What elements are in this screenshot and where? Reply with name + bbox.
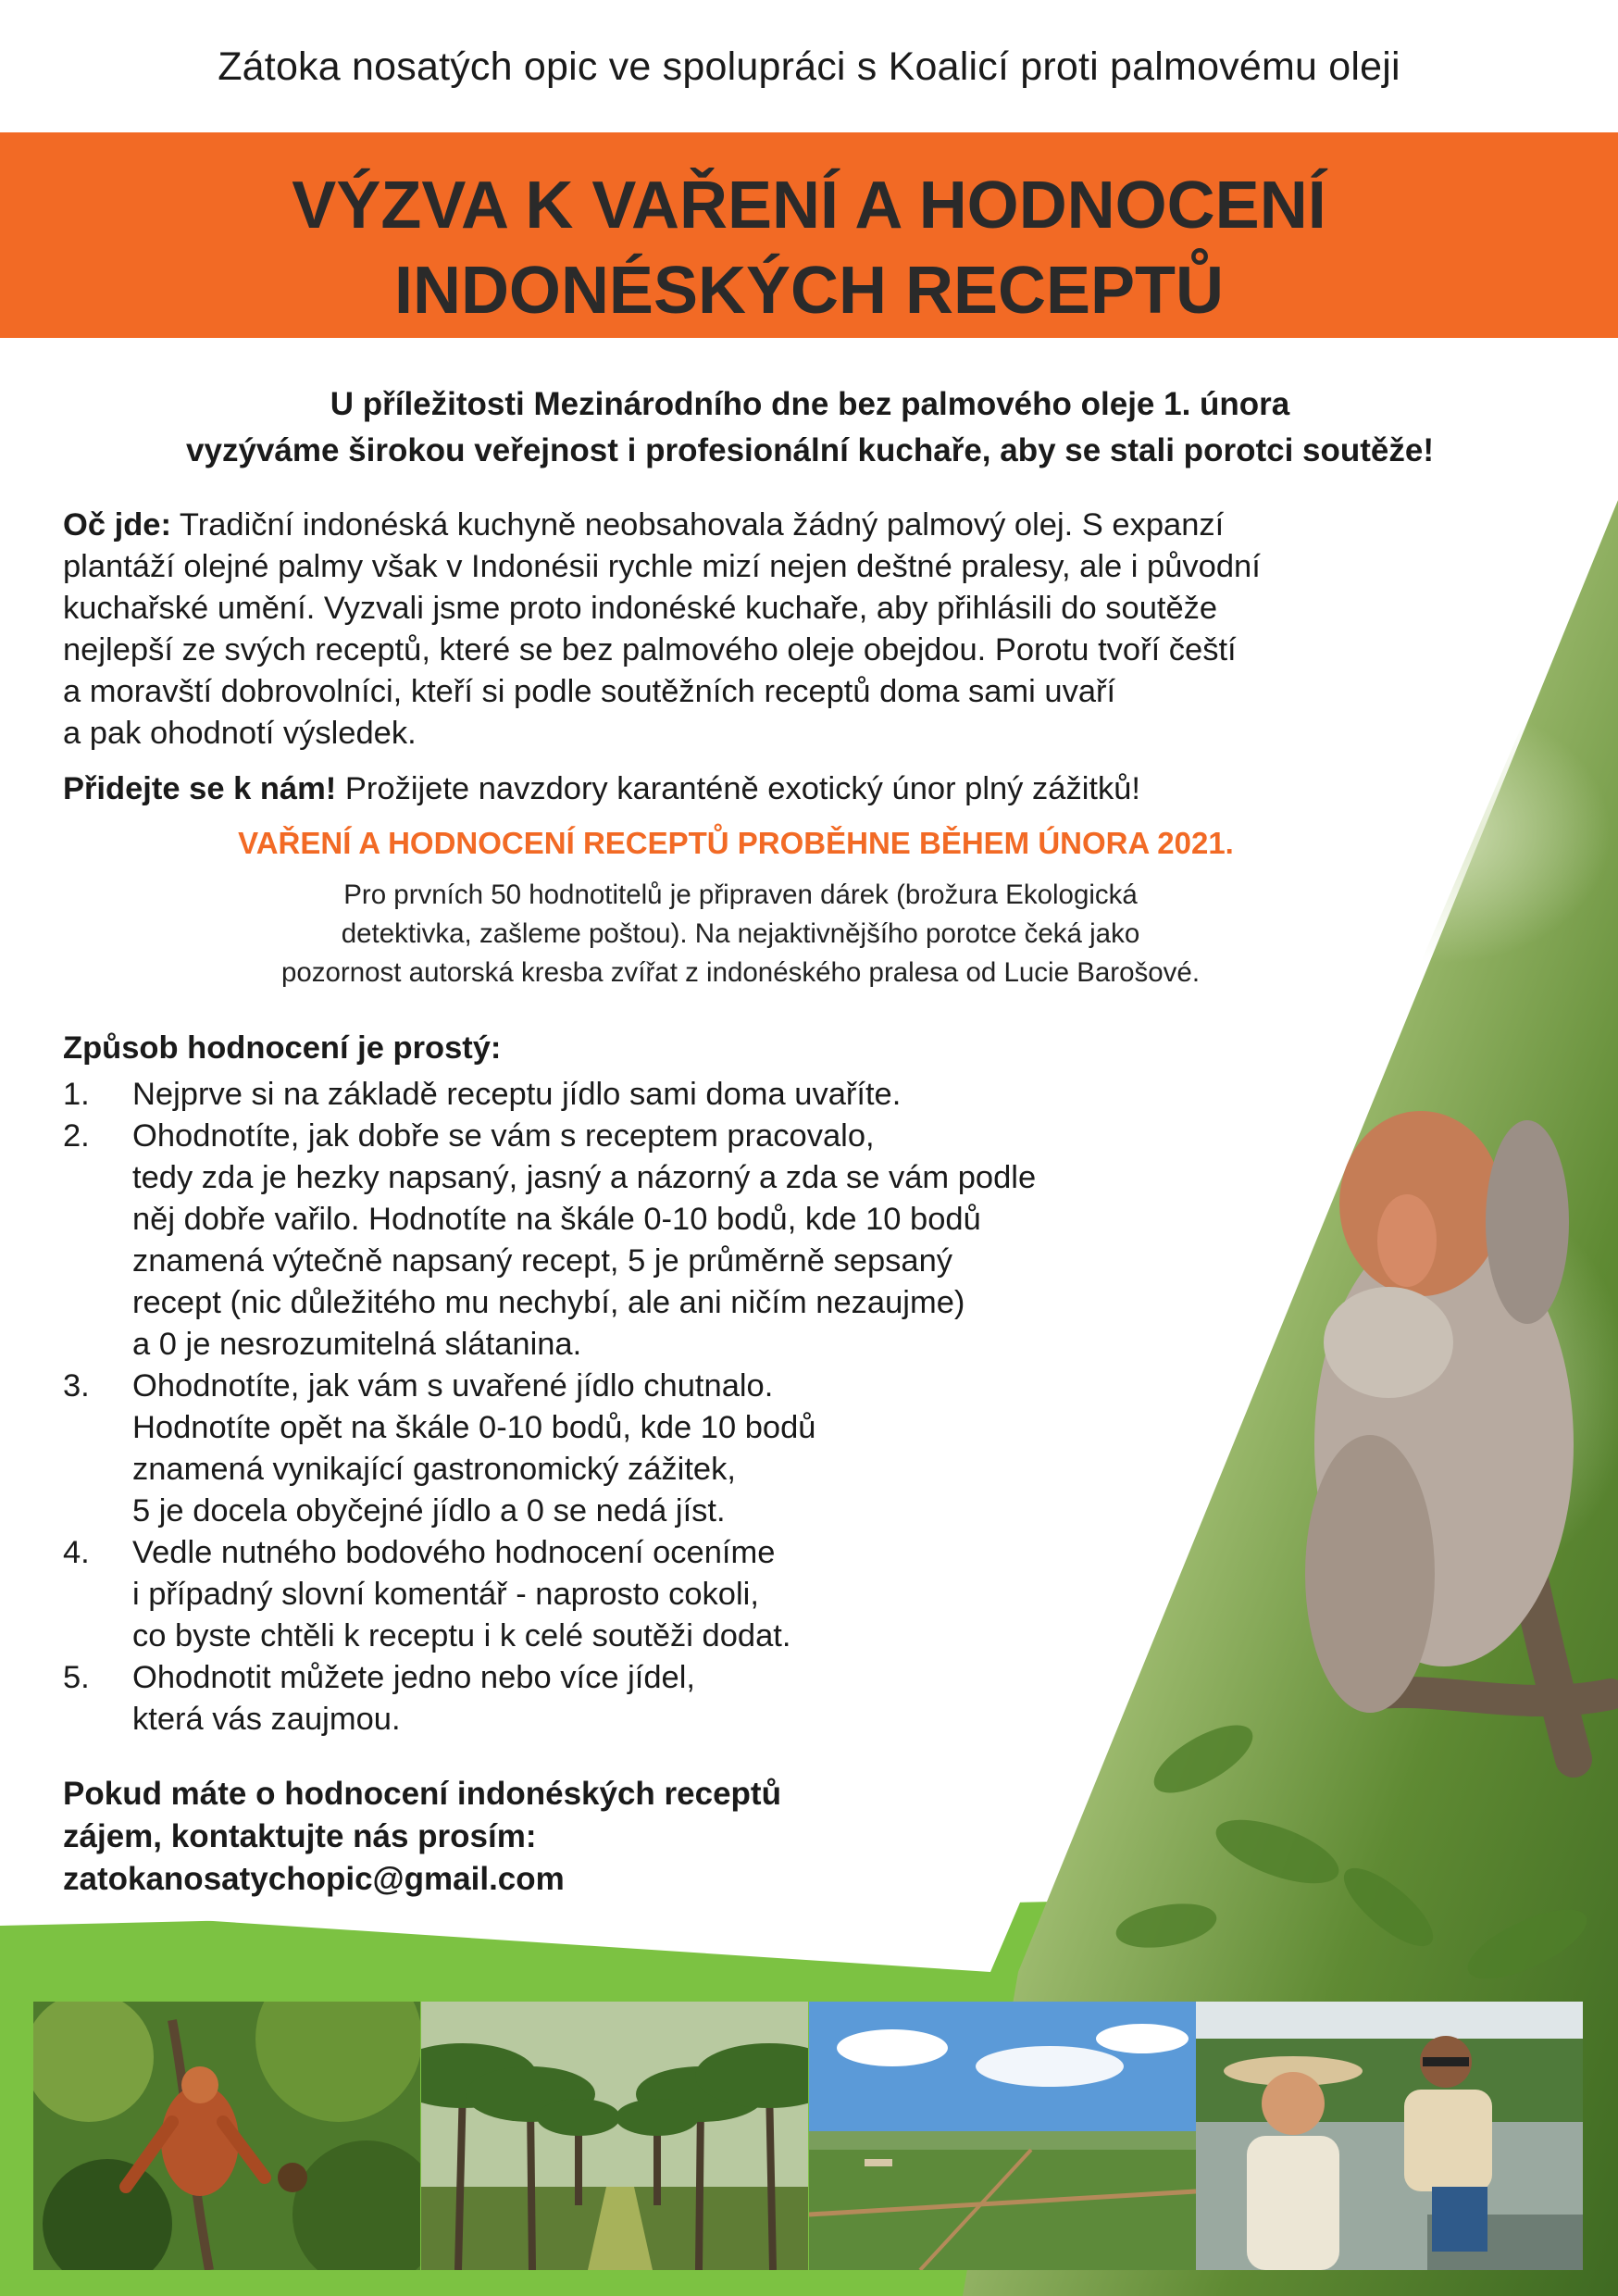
rules-heading: Způsob hodnocení je prostý: [63, 1030, 502, 1066]
title-line-2: INDONÉSKÝCH RECEPTŮ [393, 254, 1225, 328]
about-line-5: a moravští dobrovolníci, kteří si podle soutěžních receptů doma sami uvaří [63, 674, 1116, 709]
rule-line: Ohodnotíte, jak vám s uvařené jídlo chutnalo. [132, 1368, 774, 1404]
rule-number: 3. [63, 1368, 90, 1404]
rule-line: Nejprve si na základě receptu jídlo sami doma uvaříte. [132, 1077, 902, 1112]
rule-item-3 [63, 1366, 1266, 1532]
about-line-6: a pak ohodnotí výsledek. [63, 716, 417, 751]
lead-line-1: U příležitosti Mezinárodního dne bez palmového oleje 1. února [330, 386, 1290, 422]
rule-line: tedy zda je hezky napsaný, jasný a názorný a zda se vám podle [132, 1160, 1037, 1195]
contact-line-1: Pokud máte o hodnocení indonéských receptů [63, 1776, 781, 1812]
orangutan-photo [33, 2002, 420, 2270]
rule-item-1 [63, 1074, 1266, 1116]
join-label: Přidejte se k nám! [63, 771, 337, 806]
about-paragraph [63, 505, 1535, 755]
rule-line: i případný slovní komentář - naprosto cokoli, [132, 1577, 759, 1612]
gift-line-2: detektivka, zašleme poštou). Na nejaktivnějšího porotce čeká jako [341, 918, 1140, 949]
rule-number: 1. [63, 1077, 90, 1112]
rule-item-2 [63, 1116, 1266, 1366]
about-line-1 [63, 505, 1535, 546]
rule-number: 5. [63, 1660, 90, 1695]
about-line-1-text: Tradiční indonéská kuchyně neobsahovala žádný palmový olej. S expanzí [170, 507, 1225, 543]
rule-item-4 [63, 1532, 1266, 1657]
gift-line-3: pozornost autorská kresba zvířat z indonéského pralesa od Lucie Barošové. [280, 957, 1201, 988]
rule-number: 2. [63, 1118, 90, 1154]
contact-block [63, 1773, 989, 1901]
lead-line-2: vyzýváme širokou veřejnost i profesionální kuchaře, aby se stali porotci soutěže! [186, 432, 1434, 468]
rule-line: znamená vynikající gastronomický zážitek, [132, 1452, 736, 1487]
boat-people-photo [1196, 2002, 1583, 2270]
header-caption: Zátoka nosatých opic ve spolupráci s Koalicí proti palmovému oleji [218, 44, 1400, 89]
join-paragraph [63, 768, 1451, 810]
rule-line: co byste chtěli k receptu i k celé soutěži dodat. [132, 1618, 791, 1653]
palm-plantation-photo [421, 2002, 808, 2270]
join-text: Prožijete navzdory karanténě exotický únor plný zážitků! [336, 771, 1140, 806]
aerial-plantation-photo [809, 2002, 1196, 2270]
rule-line: recept (nic důležitého mu nechybí, ale ani ničím nezaujme) [132, 1285, 965, 1320]
about-label: Oč jde: [63, 507, 171, 543]
rule-line: 5 je docela obyčejné jídlo a 0 se nedá jíst. [132, 1493, 726, 1529]
lead-text [56, 381, 1564, 474]
rule-line: a 0 je nesrozumitelná slátanina. [132, 1327, 582, 1362]
rule-item-5 [63, 1657, 1266, 1741]
about-line-4: nejlepší ze svých receptů, které se bez palmového oleje obejdou. Porotu tvoří čeští [63, 632, 1237, 668]
rule-number: 4. [63, 1535, 90, 1570]
rules-list [63, 1074, 1266, 1741]
gift-notice [93, 876, 1388, 992]
page-title [0, 163, 1618, 333]
rule-line: Vedle nutného bodového hodnocení oceníme [132, 1535, 776, 1570]
rule-line: Hodnotíte opět na škále 0-10 bodů, kde 10 bodů [132, 1410, 816, 1445]
contact-line-2: zájem, kontaktujte nás prosím: [63, 1818, 537, 1854]
about-line-2: plantáží olejné palmy však v Indonésii rychle mizí nejen deštné pralesy, ale i původní [63, 549, 1261, 584]
deadline-notice: VAŘENÍ A HODNOCENÍ RECEPTŮ PROBĚHNE BĚHEM ÚNORA 2021. [238, 826, 1234, 860]
contact-email[interactable]: zatokanosatychopic@gmail.com [63, 1861, 565, 1897]
gift-line-1: Pro prvních 50 hodnotitelů je připraven dárek (brožura Ekologická [343, 880, 1138, 910]
title-line-1: VÝZVA K VAŘENÍ A HODNOCENÍ [292, 168, 1326, 243]
rule-line: Ohodnotit můžete jedno nebo více jídel, [132, 1660, 695, 1695]
rule-line: znamená výtečně napsaný recept, 5 je průměrně sepsaný [132, 1243, 953, 1279]
rule-line: která vás zaujmou. [132, 1702, 401, 1737]
about-line-3: kuchařské umění. Vyzvali jsme proto indonéské kuchaře, aby přihlásili do soutěže [63, 591, 1218, 626]
rule-line: něj dobře vařilo. Hodnotíte na škále 0-10 bodů, kde 10 bodů [132, 1202, 981, 1237]
rule-line: Ohodnotíte, jak dobře se vám s receptem pracovalo, [132, 1118, 875, 1154]
